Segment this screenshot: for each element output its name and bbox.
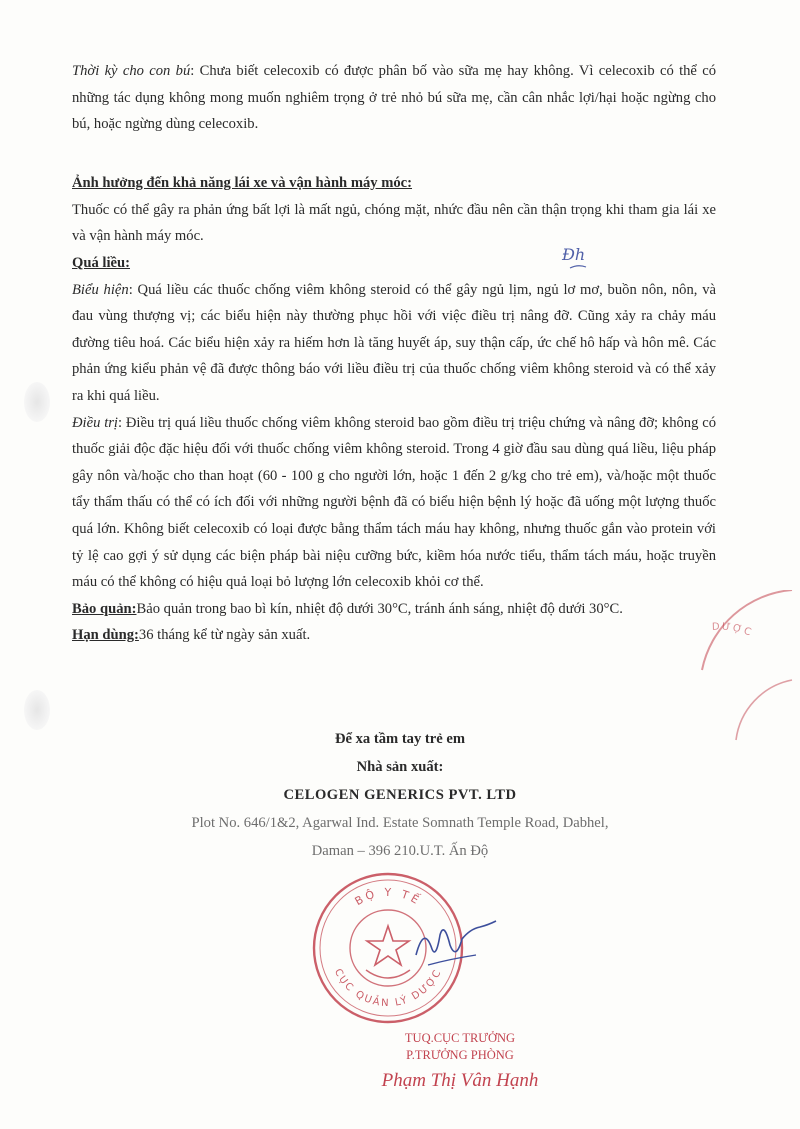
side-stamp-text: DƯỢC — [711, 621, 755, 640]
driving-heading: Ảnh hưởng đến khả năng lái xe và vận hành máy móc: — [72, 175, 413, 191]
punch-hole-top — [24, 382, 50, 422]
breastfeeding-section — [72, 58, 716, 138]
storage-heading: Bảo quản: — [72, 600, 137, 617]
overdose-treatment-paragraph — [72, 410, 716, 596]
company-name: CELOGEN GENERICS PVT. LTD — [283, 787, 517, 803]
svg-text:DƯỢC — [712, 622, 755, 640]
svg-text:BỘ Y TẾ — [353, 886, 424, 908]
symptoms-text: : Quá liều các thuốc chống viêm không steroid có thể gây ngủ lịm, ngủ lơ mơ, buồn nôn, nôn, và đau vùng thượng vị; các biểu hiện này thường phục hồi với việc điều trị nâng đỡ. Cũng xảy ra chảy máu đường tiêu hoá. Các biểu hiện xảy ra hiếm hơn là tăng huyết áp, suy thận cấp, ức chế hô hấp và hôn mê. Các phản ứng kiểu phản vệ đã được thông báo với liều điều trị của thuốc chống viêm không steroid và có thể xảy ra khi quá liều. — [72, 281, 717, 404]
breastfeeding-lead: Thời kỳ cho con bú — [72, 63, 191, 79]
overdose-symptoms-paragraph — [72, 277, 716, 410]
keep-away-text: Để xa tầm tay trẻ em — [334, 731, 466, 747]
manufacturer-address-2 — [0, 838, 800, 864]
expiry-paragraph — [72, 622, 716, 649]
breastfeeding-text: : Chưa biết celecoxib có được phân bố vào sữa mẹ hay không. Vì celecoxib có thể có những tác dụng không mong muốn nghiêm trọng ở trẻ nhỏ bú sữa mẹ, cần cân nhắc lợi/hại hoặc ngừng cho bú, hoặc ngừng dùng celecoxib. — [72, 63, 717, 133]
symptoms-lead: Biểu hiện — [72, 281, 129, 298]
stamp-top-text: BỘ Y TẾ — [352, 885, 424, 909]
storage-text: Bảo quản trong bao bì kín, nhiệt độ dưới 30°C, tránh ánh sáng, nhiệt độ dưới 30°C. — [136, 600, 623, 617]
side-stamp-partial — [672, 590, 800, 790]
signer-title-1: TUQ.CỤC TRƯỞNG — [404, 1031, 516, 1045]
address-line-2: Daman – 396 210.U.T. Ấn Độ — [311, 843, 489, 859]
handwritten-mark-text: Đh — [562, 245, 586, 264]
stamp-bottom-text: CỤC QUẢN LÝ DƯỢC — [331, 967, 445, 1010]
signature-scribble — [410, 915, 500, 975]
treatment-text: : Điều trị quá liều thuốc chống viêm không steroid bao gồm điều trị triệu chứng và nâng đỡ; không có thuốc giải độc đặc hiệu đối với thuốc chống viêm không steroid. Trong 4 giờ đầu sau dùng quá liều, liệu pháp gây nôn và/hoặc cho than hoạt (60 - 100 g cho người lớn, hoặc 1 đến 2 g/kg cho trẻ em), và/hoặc một thuốc tẩy thẩm thấu có thể có ích đối với những người bệnh đã có biểu hiện bệnh lý hoặc đã uống một lượng thuốc quá lớn. Không biết celecoxib có loại được bằng thẩm tách máu hay không, nhưng thuốc gắn vào protein với tỷ lệ cao gợi ý sử dụng các biện pháp bài niệu cưỡng bức, kiềm hóa nước tiểu, thẩm tách máu, hoặc truyền máu có thể không có hiệu quả loại bỏ lượng lớn celecoxib khỏi cơ thể. — [72, 414, 717, 591]
storage-paragraph — [72, 596, 716, 623]
manufacturer-label-text: Nhà sản xuất: — [356, 759, 444, 775]
breastfeeding-paragraph — [72, 58, 716, 138]
punch-hole-bottom — [24, 690, 50, 730]
treatment-lead: Điều trị — [72, 414, 118, 431]
driving-section — [72, 170, 716, 250]
signer-title-2: P.TRƯỞNG PHÒNG — [406, 1048, 514, 1062]
overdose-heading: Quá liều: — [72, 255, 130, 271]
overdose-section — [72, 250, 716, 649]
expiry-heading: Hạn dùng: — [72, 627, 139, 644]
address-line-1: Plot No. 646/1&2, Agarwal Ind. Estate Somnath Temple Road, Dabhel, — [191, 815, 609, 831]
expiry-text: 36 tháng kể từ ngày sản xuất. — [138, 627, 311, 644]
signer-name: Phạm Thị Vân Hạnh — [381, 1070, 539, 1091]
manufacturer-address-1 — [0, 810, 800, 836]
driving-text: Thuốc có thể gây ra phản ứng bất lợi là mất ngủ, chóng mặt, nhức đầu nên cần thận trọng khi tham gia lái xe và vận hành máy móc. — [72, 201, 716, 245]
